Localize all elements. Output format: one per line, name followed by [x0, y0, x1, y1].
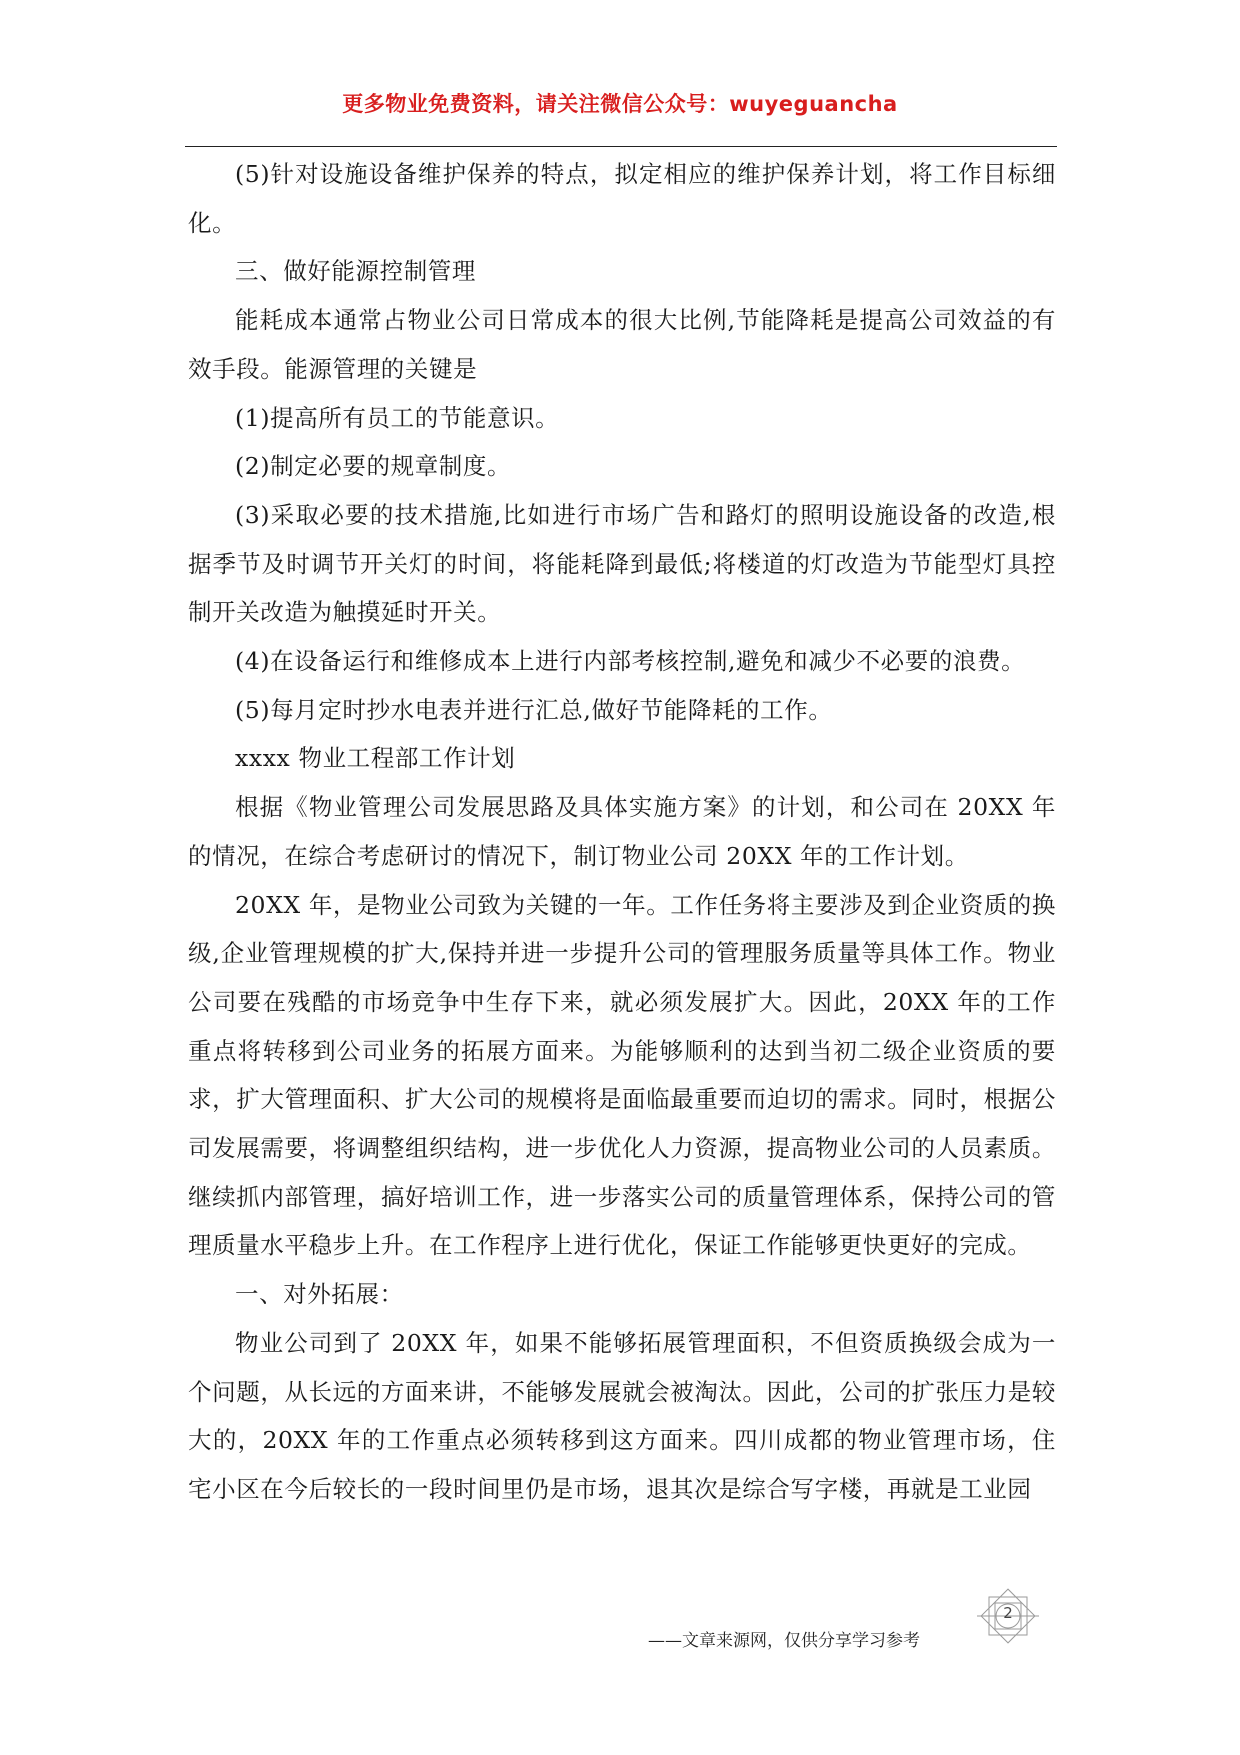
list-item: (4)在设备运行和维修成本上进行内部考核控制,避免和减少不必要的浪费。 [235, 647, 1026, 676]
header-banner: 更多物业免费资料，请关注微信公众号：wuyeguancha [342, 92, 898, 116]
paragraph: 能耗成本通常占物业公司日常成本的很大比例,节能降耗是提高公司效益的有效手段。能源管理的关键是 [188, 306, 1056, 383]
section-title: xxxx 物业工程部工作计划 [235, 744, 516, 773]
document-body [188, 150, 1056, 1514]
header-divider [185, 146, 1057, 147]
paragraph: 根据《物业管理公司发展思路及具体实施方案》的计划，和公司在 20XX 年的情况，在综合考虑研讨的情况下，制订物业公司 20XX 年的工作计划。 [188, 793, 1056, 870]
paragraph: (5)针对设施设备维护保养的特点，拟定相应的维护保养计划，将工作目标细化。 [188, 160, 1056, 237]
list-item: (3)采取必要的技术措施,比如进行市场广告和路灯的照明设施设备的改造,根据季节及时调节开关灯的时间，将能耗降到最低;将楼道的灯改造为节能型灯具控制开关改造为触摸延时开关。 [188, 500, 1056, 627]
section-heading: 一、对外拓展： [235, 1280, 404, 1309]
paragraph: 物业公司到了 20XX 年，如果不能够拓展管理面积，不但资质换级会成为一个问题，从长远的方面来讲，不能够发展就会被淘汰。因此，公司的扩张压力是较大的，20XX 年的工作重点必须转移到这方面来。四川成都的物业管理市场，住宅小区在今后较长的一段时间里仍是市场，退其次是综合写字楼，再就是工业园 [188, 1328, 1056, 1503]
paragraph: 20XX 年，是物业公司致为关键的一年。工作任务将主要涉及到企业资质的换级,企业管理规模的扩大,保持并进一步提升公司的管理服务质量等具体工作。物业公司要在残酷的市场竞争中生存下来，就必须发展扩大。因此，20XX 年的工作重点将转移到公司业务的拓展方面来。为能够顺利的达到当初二级企业资质的要求，扩大管理面积、扩大公司的规模将是面临最重要而迫切的需求。同时，根据公司发展需要，将调整组织结构，进一步优化人力资源，提高物业公司的人员素质。继续抓内部管理，搞好培训工作，进一步落实公司的质量管理体系，保持公司的管理质量水平稳步上升。在工作程序上进行优化，保证工作能够更快更好的完成。 [188, 890, 1056, 1260]
section-heading: 三、做好能源控制管理 [235, 257, 476, 286]
page-number: 2 [1003, 1604, 1013, 1622]
list-item: (1)提高所有员工的节能意识。 [235, 403, 560, 432]
footer-note: ——文章来源网，仅供分享学习参考 [648, 1631, 920, 1651]
list-item: (5)每月定时抄水电表并进行汇总,做好节能降耗的工作。 [235, 695, 833, 724]
list-item: (2)制定必要的规章制度。 [235, 452, 512, 481]
